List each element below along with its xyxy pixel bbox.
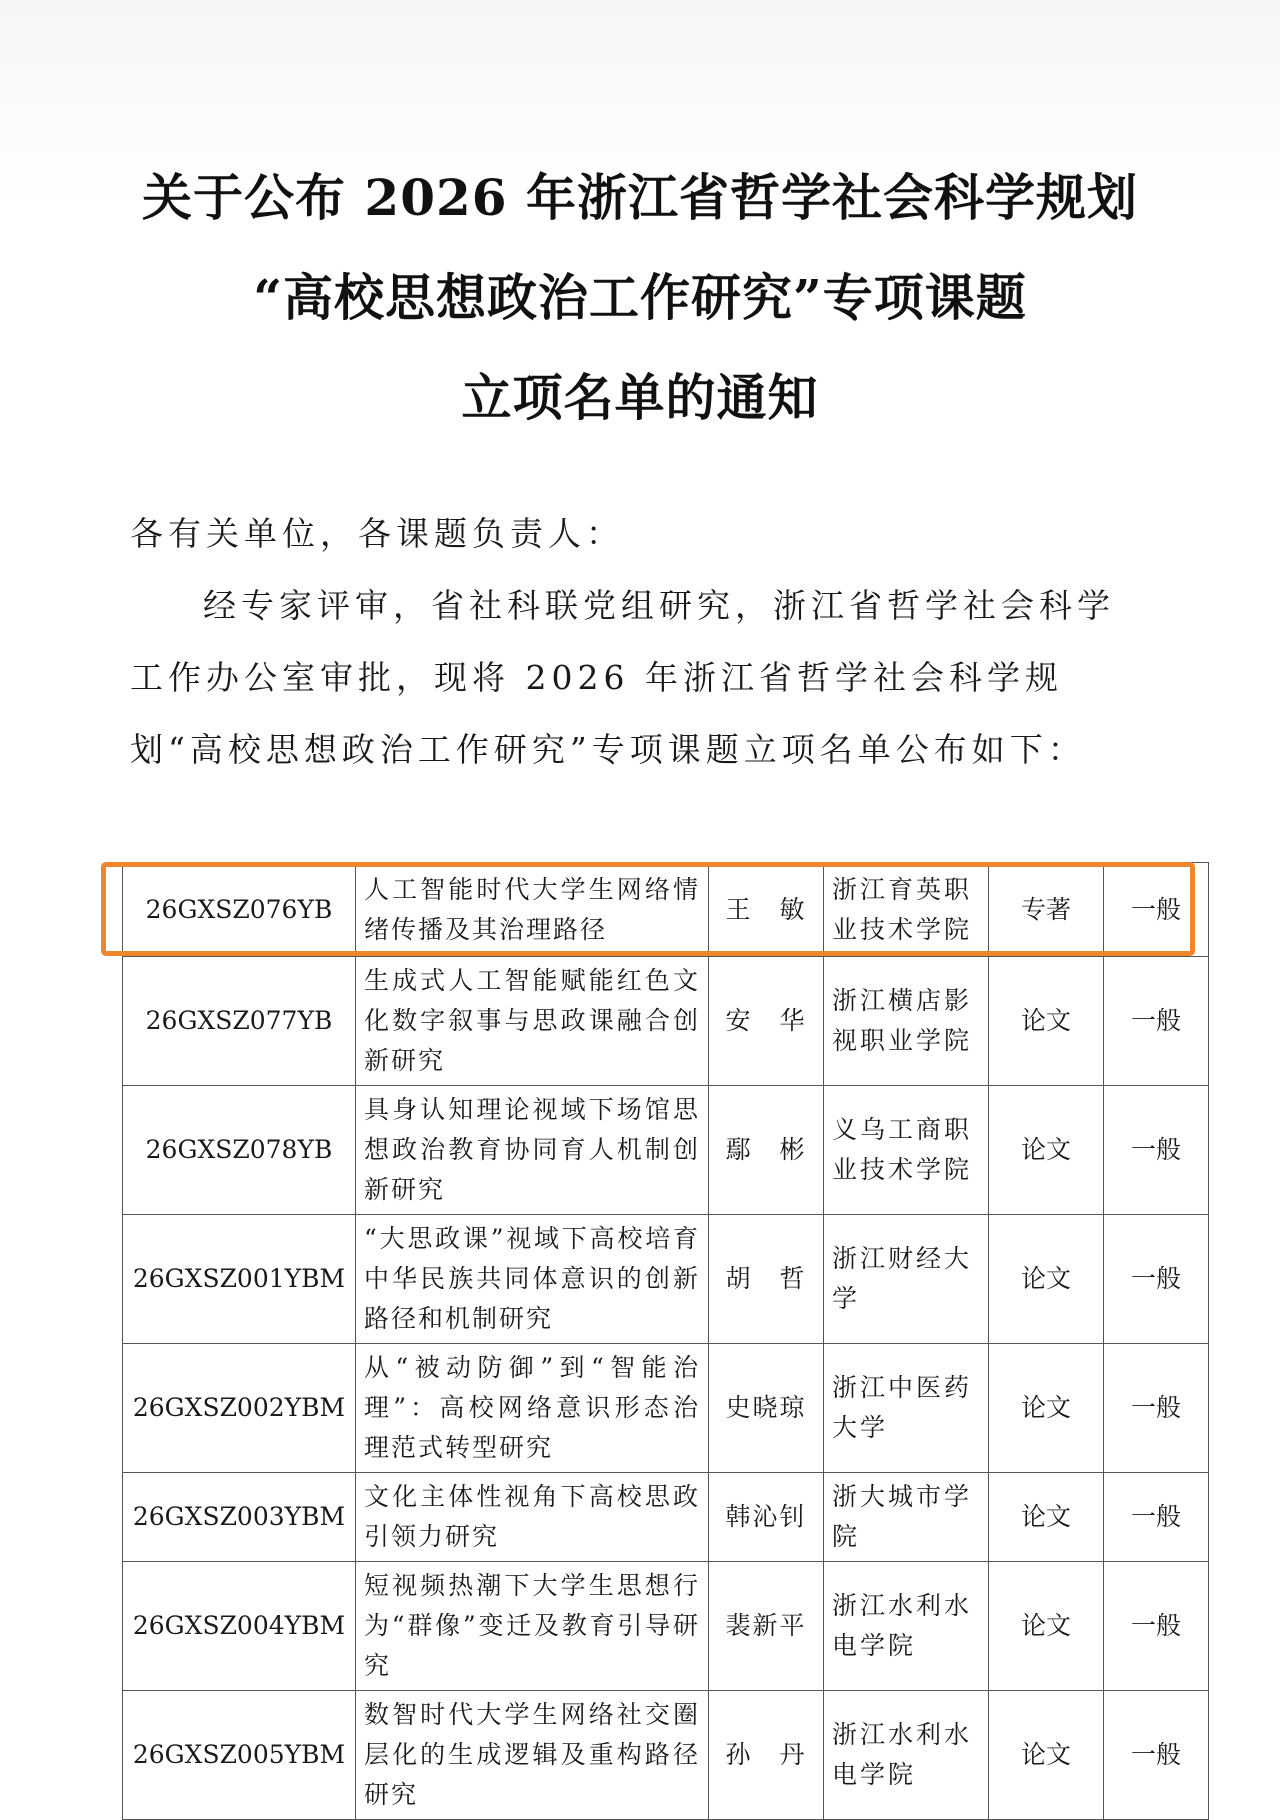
project-unit: 浙江横店影视职业学院 [824,957,989,1086]
project-title: 从“被动防御”到“智能治理”：高校网络意识形态治理范式转型研究 [356,1344,709,1473]
result-form: 论文 [989,957,1104,1086]
notice-title-line-3: 立项名单的通知 [461,368,819,427]
table-row [123,1691,1209,1820]
project-leader: 裴新平 [709,1562,824,1691]
table-row [123,1562,1209,1691]
project-unit: 义乌工商职业技术学院 [824,1086,989,1215]
project-title: 具身认知理论视域下场馆思想政治教育协同育人机制创新研究 [356,1086,709,1215]
project-title: 人工智能时代大学生网络情绪传播及其治理路径 [356,863,709,957]
table-row [123,1215,1209,1344]
project-code: 26GXSZ077YB [123,957,356,1086]
project-code: 26GXSZ078YB [123,1086,356,1215]
project-level: 一般 [1104,1215,1209,1344]
notice-title-line-1: 关于公布 2026 年浙江省哲学社会科学规划 [142,168,1138,227]
project-leader: 安 华 [709,957,824,1086]
project-unit: 浙江水利水电学院 [824,1691,989,1820]
project-code: 26GXSZ005YBM [123,1691,356,1820]
project-title: 短视频热潮下大学生思想行为“群像”变迁及教育引导研究 [356,1562,709,1691]
project-unit: 浙大城市学院 [824,1473,989,1562]
project-leader: 史晓琼 [709,1344,824,1473]
project-leader: 鄢 彬 [709,1086,824,1215]
project-unit: 浙江育英职业技术学院 [824,863,989,957]
table-row [123,863,1209,957]
salutation: 各有关单位，各课题负责人： [130,514,624,553]
project-unit: 浙江中医药大学 [824,1344,989,1473]
result-form: 论文 [989,1344,1104,1473]
result-form: 专著 [989,863,1104,957]
project-unit: 浙江水利水电学院 [824,1562,989,1691]
project-code: 26GXSZ001YBM [123,1215,356,1344]
project-level: 一般 [1104,1473,1209,1562]
result-form: 论文 [989,1086,1104,1215]
project-table-wrap [122,862,1181,1820]
project-code: 26GXSZ076YB [123,863,356,957]
project-code: 26GXSZ004YBM [123,1562,356,1691]
project-title: 数智时代大学生网络社交圈层化的生成逻辑及重构路径研究 [356,1691,709,1820]
table-row [123,1086,1209,1215]
result-form: 论文 [989,1562,1104,1691]
project-unit: 浙江财经大学 [824,1215,989,1344]
table-row [123,957,1209,1086]
project-level: 一般 [1104,1562,1209,1691]
project-leader: 孙 丹 [709,1691,824,1820]
project-title: 文化主体性视角下高校思政引领力研究 [356,1473,709,1562]
project-table [122,862,1209,1820]
table-row [123,1344,1209,1473]
project-code: 26GXSZ002YBM [123,1344,356,1473]
project-leader: 韩沁钊 [709,1473,824,1562]
notice-title-line-2: “高校思想政治工作研究”专项课题 [253,268,1027,327]
project-title: “大思政课”视域下高校培育中华民族共同体意识的创新路径和机制研究 [356,1215,709,1344]
project-level: 一般 [1104,863,1209,957]
project-code: 26GXSZ003YBM [123,1473,356,1562]
result-form: 论文 [989,1691,1104,1820]
project-level: 一般 [1104,957,1209,1086]
result-form: 论文 [989,1473,1104,1562]
table-row [123,1473,1209,1562]
project-title: 生成式人工智能赋能红色文化数字叙事与思政课融合创新研究 [356,957,709,1086]
project-level: 一般 [1104,1344,1209,1473]
project-leader: 胡 哲 [709,1215,824,1344]
result-form: 论文 [989,1215,1104,1344]
project-level: 一般 [1104,1691,1209,1820]
project-level: 一般 [1104,1086,1209,1215]
notice-body: 经专家评审，省社科联党组研究，浙江省哲学社会科学工作办公室审批，现将 2026 年浙江省哲学社会科学规划“高校思想政治工作研究”专项课题立项名单公布如下： [130,586,1115,769]
project-leader: 王 敏 [709,863,824,957]
